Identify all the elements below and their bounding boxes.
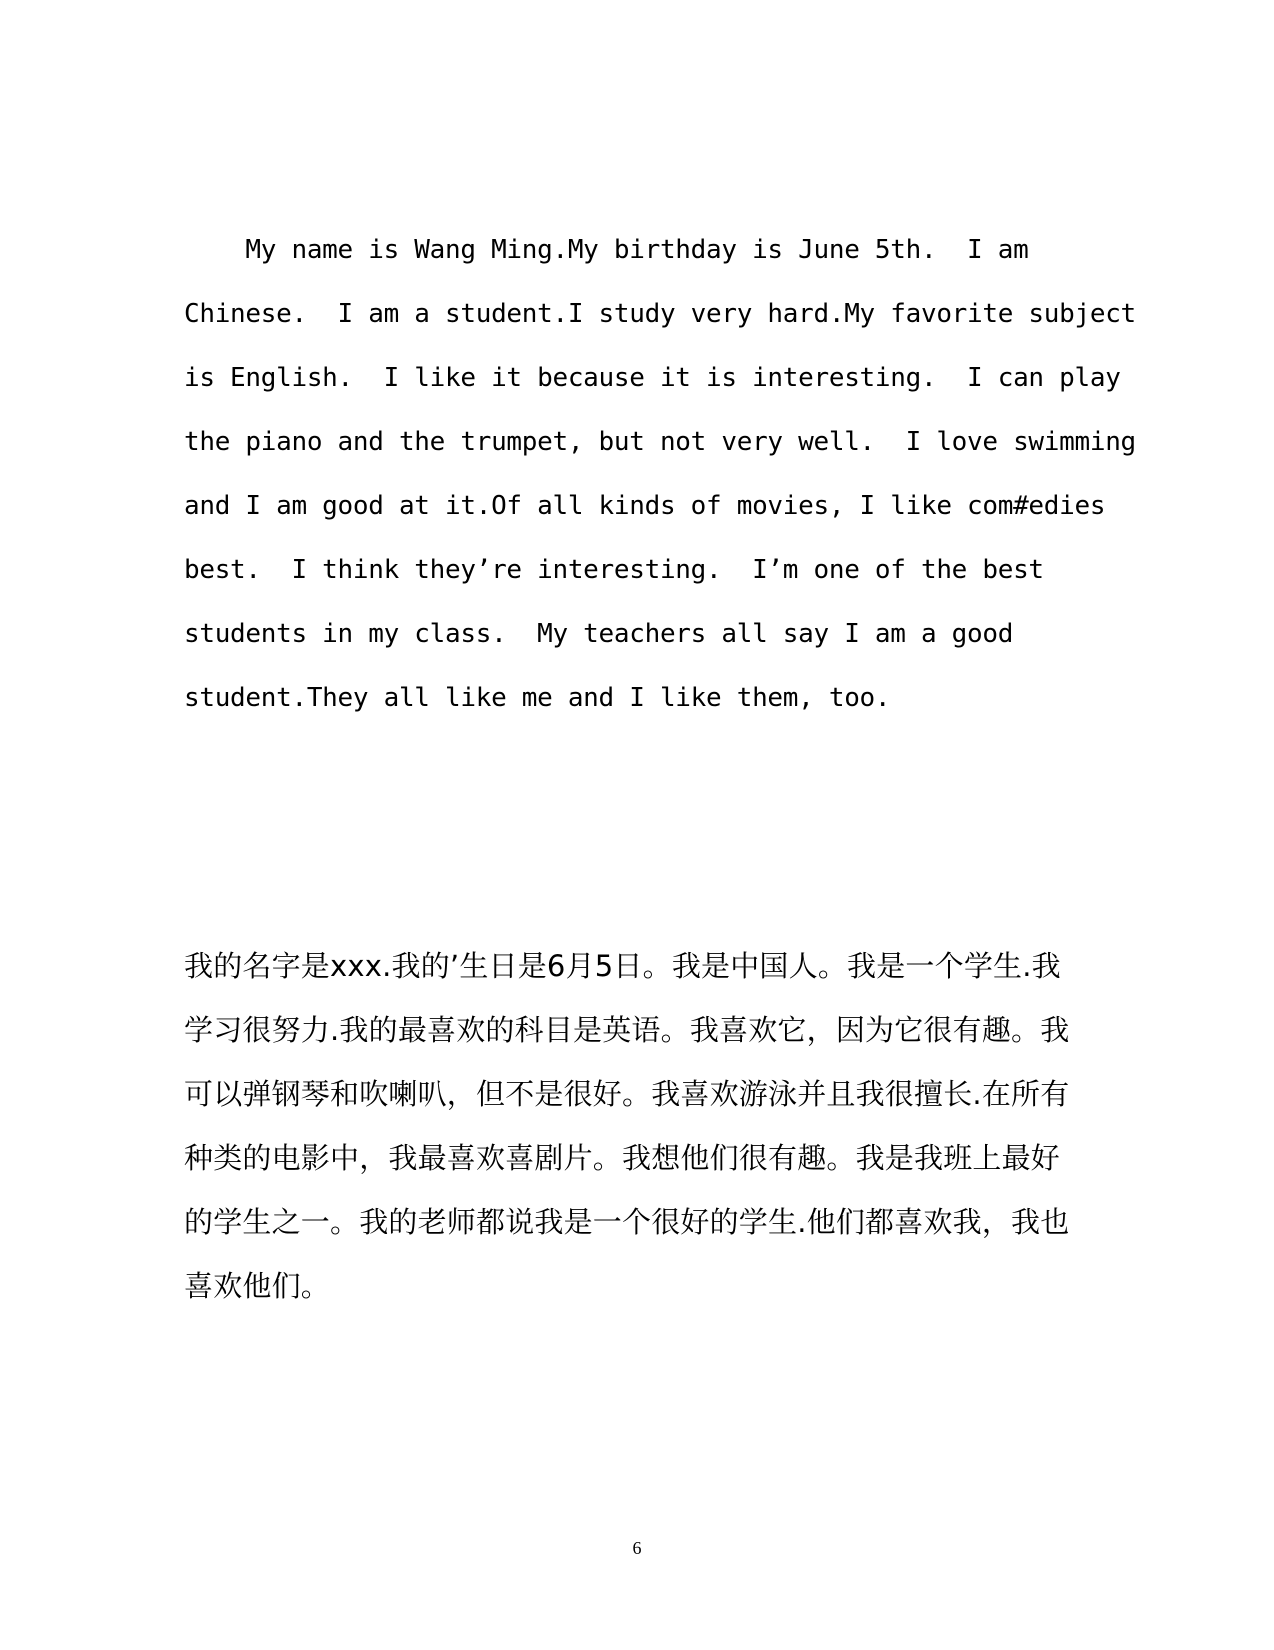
english-line-5: and I am good at it.Of all kinds of movies, I like com#edies	[184, 491, 1106, 521]
english-line-4: the piano and the trumpet, but not very well. I love swimming	[184, 427, 1136, 457]
english-line-7: students in my class. My teachers all say I am a good	[184, 619, 1014, 649]
english-line-8: student.They all like me and I like them, too.	[184, 683, 891, 713]
page-number: 6	[632, 1538, 642, 1558]
english-line-6: best. I think they’re interesting. I’m one of the best	[184, 555, 1044, 585]
chinese-line-6: 喜欢他们。	[184, 1269, 331, 1303]
english-line-2: Chinese. I am a student.I study very hard.My favorite subject	[184, 299, 1136, 329]
chinese-line-2: 学习很努力.我的最喜欢的科目是英语。我喜欢它，因为它很有趣。我	[184, 1013, 1070, 1047]
english-line-3: is English. I like it because it is interesting. I can play	[184, 363, 1121, 393]
chinese-line-3: 可以弹钢琴和吹喇叭，但不是很好。我喜欢游泳并且我很擅长.在所有	[184, 1077, 1070, 1111]
english-line-1: My name is Wang Ming.My birthday is June 5th. I am	[184, 235, 1029, 265]
chinese-line-1: 我的名字是xxx.我的’生日是6月5日。我是中国人。我是一个学生.我	[184, 949, 1061, 983]
chinese-line-4: 种类的电影中，我最喜欢喜剧片。我想他们很有趣。我是我班上最好	[184, 1141, 1061, 1175]
chinese-line-5: 的学生之一。我的老师都说我是一个很好的学生.他们都喜欢我，我也	[184, 1205, 1070, 1239]
